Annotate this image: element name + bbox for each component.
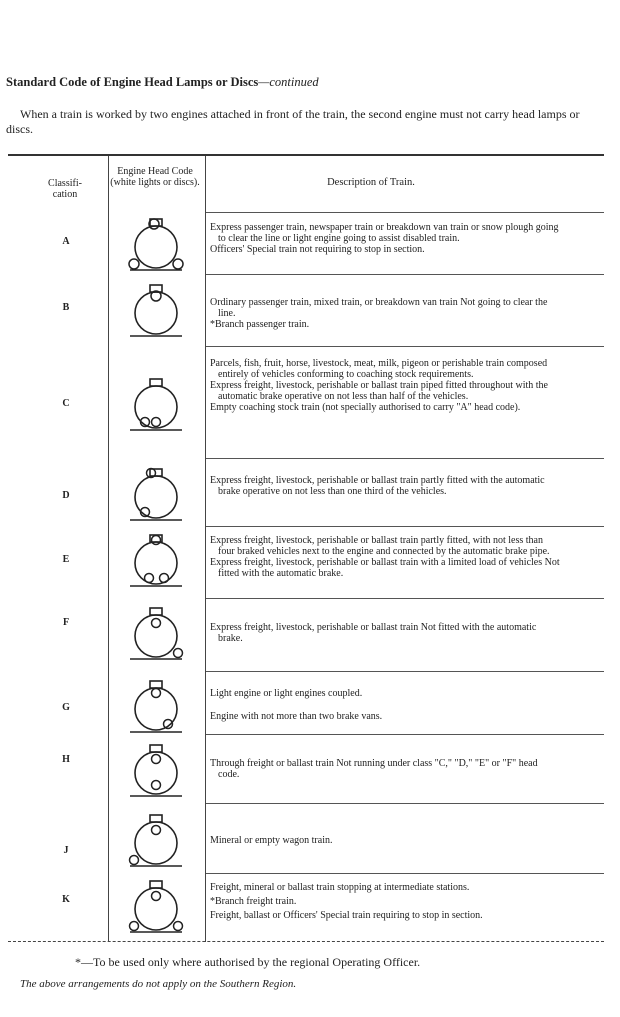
row-description-K: Freight, mineral or ballast train stopping at intermediate stations. *Branch freight train. Freight, ballast or Officers' Special train requiring to stop in section. <box>210 882 483 921</box>
header-description: Description of Train. <box>327 177 415 188</box>
row-rule <box>206 346 604 347</box>
class-label: H <box>62 754 70 765</box>
row-rule <box>206 873 604 874</box>
engine-head-code-C-icon <box>124 374 188 438</box>
row-description-B: Ordinary passenger train, mixed train, or breakdown van train Not going to clear the line. *Branch passenger train. <box>210 297 548 330</box>
engine-head-code-K-icon <box>124 876 188 940</box>
page-title: Standard Code of Engine Head Lamps or Discs—continued <box>6 75 319 89</box>
engine-head-code-E-icon <box>124 530 188 594</box>
row-rule <box>206 274 604 275</box>
row-rule <box>206 526 604 527</box>
footnote: *—To be used only where authorised by the regional Operating Officer. <box>75 955 421 969</box>
class-label: E <box>62 554 70 565</box>
row-description-J: Mineral or empty wagon train. <box>210 835 333 846</box>
region-note: The above arrangements do not apply on the Southern Region. <box>20 978 297 990</box>
header-head-code: Engine Head Code (white lights or discs). <box>110 166 200 188</box>
engine-head-code-F-icon <box>124 603 188 667</box>
class-label: K <box>62 894 70 905</box>
row-description-C: Parcels, fish, fruit, horse, livestock, meat, milk, pigeon or perishable train composed entirely of vehicles conforming to coaching stock requirements. Express freight, livestock, perishable or ballast train piped fitted throughout with the automatic brake operative on not less than half of the vehicles. Empty coaching stock train (not specially authorised to carry "A" head code). <box>210 358 548 413</box>
class-label: D <box>62 490 70 501</box>
row-description-H: Through freight or ballast train Not running under class "C," "D," "E" or "F" head code. <box>210 758 538 780</box>
engine-head-code-J-icon <box>124 810 188 874</box>
row-rule <box>206 671 604 672</box>
class-label: C <box>62 398 70 409</box>
row-rule <box>206 458 604 459</box>
engine-head-code-H-icon <box>124 740 188 804</box>
row-description-A: Express passenger train, newspaper train or breakdown van train or snow plough going to clear the line or light engine going to assist disabled train. Officers' Special train not requiring to stop in section. <box>210 222 559 255</box>
row-description-G: Light engine or light engines coupled. Engine with not more than two brake vans. <box>210 688 383 722</box>
class-label: A <box>62 236 70 247</box>
header-rule <box>206 212 604 213</box>
row-description-D: Express freight, livestock, perishable or ballast train partly fitted with the automatic brake operative on not less than one third of the vehicles. <box>210 475 545 497</box>
row-rule <box>206 598 604 599</box>
engine-head-code-A-icon <box>124 214 188 278</box>
row-rule <box>206 803 604 804</box>
class-label: F <box>62 617 70 628</box>
class-label: G <box>62 702 70 713</box>
row-rule <box>206 734 604 735</box>
engine-head-code-D-icon <box>124 464 188 528</box>
row-description-E: Express freight, livestock, perishable or ballast train partly fitted, with not less than four braked vehicles next to the engine and connected by the automatic brake pipe. Express freight, livestock, perishable or ballast train with a limited load of vehicles Not fitted with the automatic brake. <box>210 535 560 579</box>
class-label: B <box>62 302 70 313</box>
table-bottom-rule <box>8 941 604 942</box>
table-top-rule <box>8 154 604 156</box>
engine-head-code-G-icon <box>124 676 188 740</box>
engine-head-code-B-icon <box>124 280 188 344</box>
header-classification: Classifi-cation <box>48 178 82 200</box>
row-description-F: Express freight, livestock, perishable or ballast train Not fitted with the automatic brake. <box>210 622 537 644</box>
column-divider-1 <box>108 156 109 942</box>
intro-paragraph: When a train is worked by two engines attached in front of the train, the second engine must not carry head lamps or discs. <box>6 107 580 136</box>
class-label: J <box>63 845 69 856</box>
